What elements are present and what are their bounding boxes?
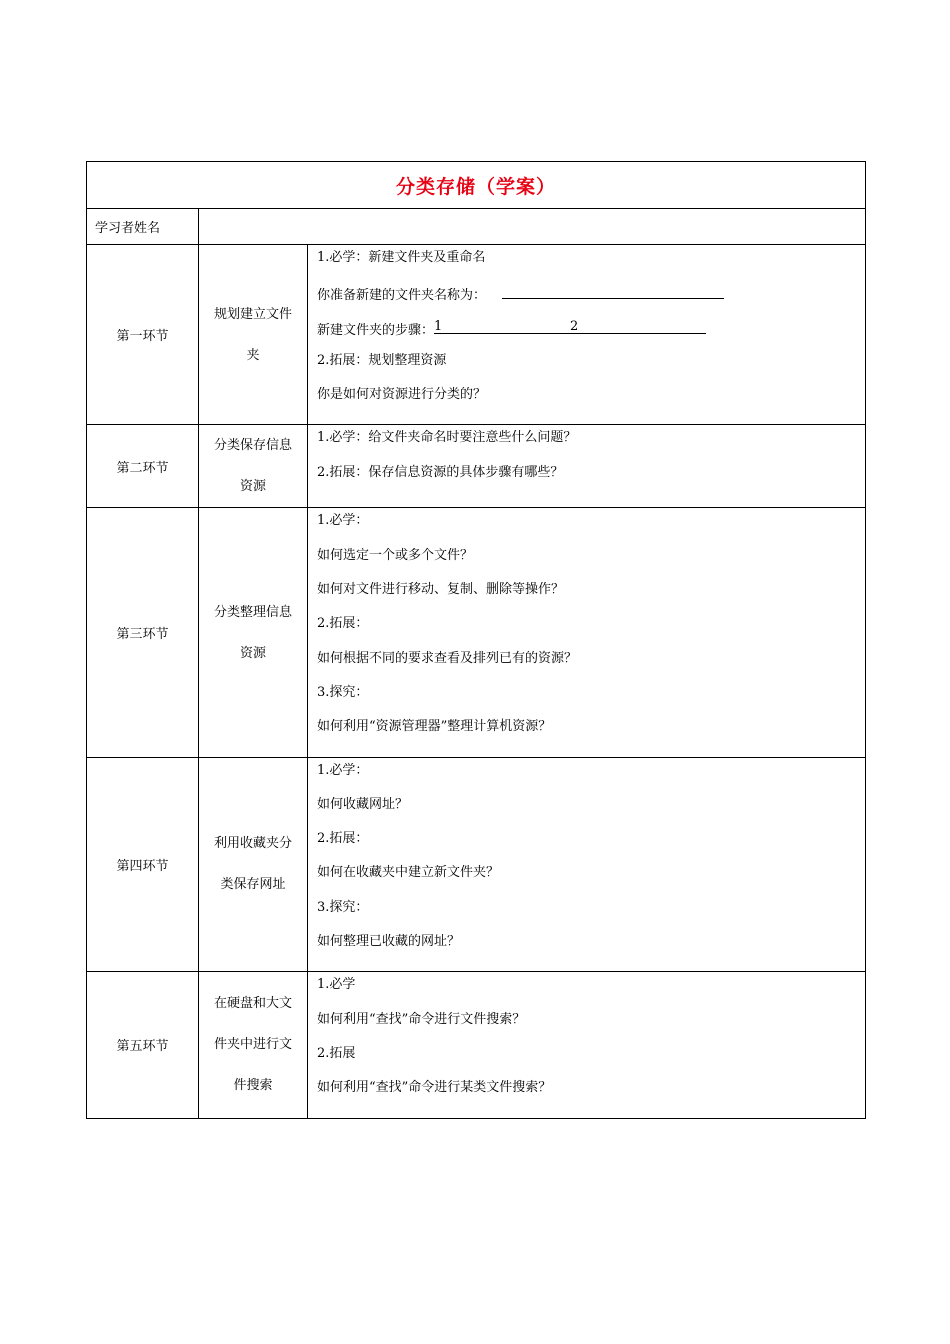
content-line: 1.必学：新建文件夹及重命名	[317, 250, 486, 265]
content-line: 如何整理已收藏的网址？	[317, 934, 461, 950]
section-topic-line: 分类整理信息	[213, 604, 292, 620]
section-row-2	[87, 425, 866, 508]
section-name: 第一环节	[87, 245, 199, 425]
content-line: 3.探究：	[317, 684, 369, 700]
content-line: 你是如何对资源进行分类的？	[317, 387, 487, 403]
content-line: 如何在收藏夹中建立新文件夹？	[317, 865, 500, 881]
section-topic-line: 夹	[246, 347, 260, 363]
folder-name-prompt: 你准备新建的文件夹名称为：	[317, 288, 487, 304]
section-topic-line: 利用收藏夹分	[213, 836, 292, 852]
sheet-title: 分类存储（学案）	[87, 162, 866, 209]
section-content	[308, 425, 866, 508]
section-row-1	[87, 245, 866, 425]
content-line: 如何利用“资源管理器”整理计算机资源？	[317, 719, 552, 735]
section-topic	[199, 245, 308, 425]
content-line: 1.必学：	[317, 762, 369, 778]
content-line: 如何对文件进行移动、复制、删除等操作？	[317, 582, 565, 598]
section-topic-line: 规划建立文件	[213, 306, 292, 322]
content-line: 2.拓展：	[317, 616, 369, 632]
content-line: 2.拓展：	[317, 831, 369, 847]
section-topic-line: 件搜索	[233, 1078, 273, 1094]
content-line: 如何利用“查找”命令进行某类文件搜索？	[317, 1080, 552, 1096]
step-number: 1	[434, 318, 443, 334]
section-name: 第三环节	[87, 508, 199, 757]
steps-prompt: 新建文件夹的步骤：	[317, 322, 435, 338]
section-name: 第二环节	[87, 425, 199, 508]
section-topic-line: 资源	[239, 479, 266, 495]
section-topic-line: 类保存网址	[220, 877, 286, 893]
step-number: 2	[570, 318, 579, 334]
section-topic	[199, 508, 308, 757]
section-topic-line: 在硬盘和大文	[213, 996, 292, 1012]
section-topic-line: 资源	[239, 645, 266, 661]
learner-name-field[interactable]	[199, 209, 866, 245]
content-line: 如何选定一个或多个文件？	[317, 547, 474, 563]
folder-name-blank[interactable]	[502, 283, 724, 299]
section-topic-line: 件夹中进行文	[213, 1037, 292, 1053]
content-line: 2.拓展：规划整理资源	[317, 352, 447, 368]
section-topic-line: 分类保存信息	[213, 438, 292, 454]
content-line: 2.拓展：保存信息资源的具体步骤有哪些？	[317, 464, 564, 480]
steps-blank[interactable]	[434, 318, 706, 334]
section-content	[308, 245, 866, 425]
content-line	[317, 318, 865, 352]
learner-name-label: 学习者姓名	[87, 209, 199, 245]
section-row-4	[87, 757, 866, 972]
content-line: 如何利用“查找”命令进行文件搜索？	[317, 1011, 526, 1027]
section-content	[308, 757, 866, 972]
content-line: 1.必学：给文件夹命名时要注意些什么问题？	[317, 430, 577, 446]
content-line: 1.必学：	[317, 513, 369, 529]
content-line: 如何根据不同的要求查看及排列已有的资源？	[317, 650, 578, 666]
study-sheet-table	[86, 161, 866, 1119]
section-name: 第四环节	[87, 757, 199, 972]
section-topic	[199, 757, 308, 972]
section-row-3	[87, 508, 866, 757]
content-line: 3.探究：	[317, 899, 369, 915]
content-line: 2.拓展	[317, 1045, 356, 1061]
section-topic	[199, 972, 308, 1118]
section-content	[308, 508, 866, 757]
content-line: 如何收藏网址？	[317, 796, 409, 812]
content-line: 1.必学	[317, 977, 356, 993]
section-content	[308, 972, 866, 1118]
section-name: 第五环节	[87, 972, 199, 1118]
section-topic	[199, 425, 308, 508]
section-row-5	[87, 972, 866, 1118]
content-line	[317, 283, 865, 317]
